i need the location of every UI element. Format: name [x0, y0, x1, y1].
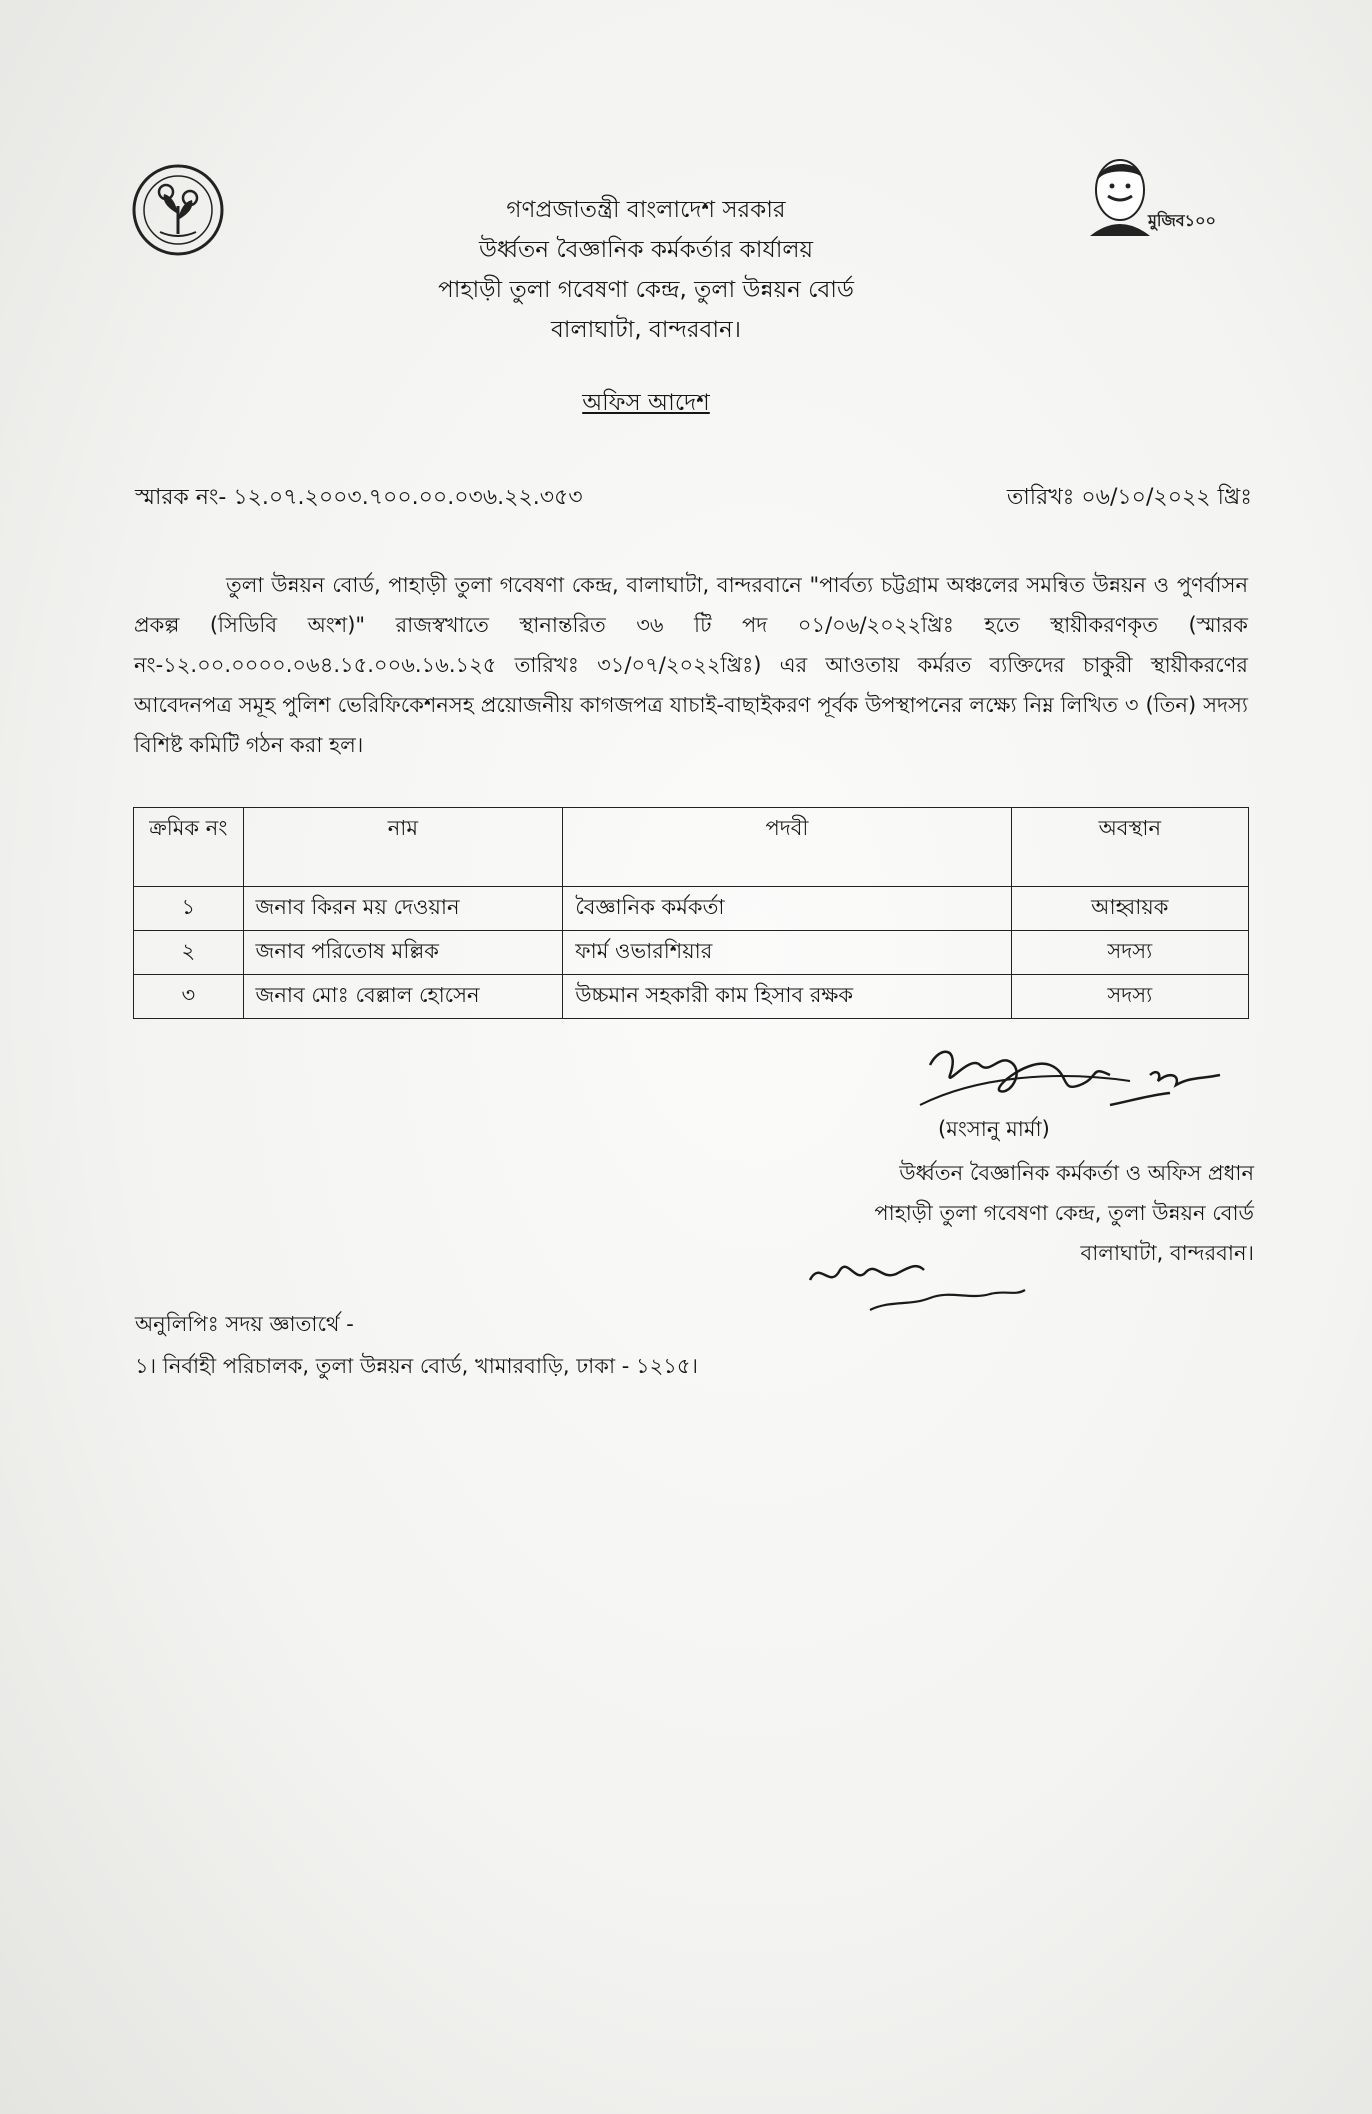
cell-serial: ৩	[134, 975, 244, 1019]
mujib100-text: মুজিব১০০	[1148, 211, 1216, 230]
header-line-4: বালাঘাটা, বান্দরবান।	[551, 317, 741, 343]
signature-scribble	[900, 1035, 1240, 1125]
header-serial: ক্রমিক নং	[134, 808, 244, 887]
cell-position: সদস্য	[1011, 975, 1248, 1019]
copy-item: ১। নির্বাহী পরিচালক, তুলা উন্নয়ন বোর্ড, খামারবাড়ি, ঢাকা - ১২১৫।	[135, 1354, 699, 1378]
cell-position: সদস্য	[1011, 931, 1248, 975]
order-title	[0, 384, 1292, 423]
table-header-row	[134, 808, 1249, 887]
cell-name: জনাব কিরন ময় দেওয়ান	[243, 887, 563, 931]
cell-name: জনাব মোঃ বেল্লাল হোসেন	[243, 975, 563, 1019]
cell-name: জনাব পরিতোষ মল্লিক	[243, 931, 563, 975]
order-title-text: অফিস আদেশ	[582, 390, 710, 416]
signatory-location: বালাঘাটা, বান্দরবান।	[1080, 1241, 1254, 1265]
header-designation: পদবী	[563, 808, 1011, 887]
header-line-3: পাহাড়ী তুলা গবেষণা কেন্দ্র, তুলা উন্নয়ন বোর্ড	[438, 277, 854, 303]
initial-scribble	[800, 1250, 1040, 1320]
memo-number: স্মারক নং- ১২.০৭.২০০৩.৭০০.০০.০৩৬.২২.৩৫৩	[135, 485, 583, 510]
order-body: তুলা উন্নয়ন বোর্ড, পাহাড়ী তুলা গবেষণা কেন্দ্র, বালাঘাটা, বান্দরবানে "পার্বত্য চট্টগ্রাম অঞ্চলের সমন্বিত উন্নয়ন ও পুণর্বাসন প্রকল্প (সিডিবি অংশ)" রাজস্বখাতে স্থানান্তরিত ৩৬ টি পদ ০১/০৬/২০২২খ্রিঃ হতে স্থায়ীকরণকৃত (স্মারক নং-১২.০০.০০০০.০৬৪.১৫.০০৬.১৬.১২৫ তারিখঃ ৩১/০৭/২০২২খ্রিঃ) এর আওতায় কর্মরত ব্যক্তিদের চাকুরী স্থায়ীকরণের আবেদনপত্র সমূহ পুলিশ ভেরিফিকেশনসহ প্রয়োজনীয় কাগজপত্র যাচাই-বাছাইকরণ পূর্বক উপস্থাপনের লক্ষ্যে নিম্ন লিখিত ৩ (তিন) সদস্য বিশিষ্ট কমিটি গঠন করা হল।	[134, 573, 1248, 757]
signatory-designation: উর্ধ্বতন বৈজ্ঞানিক কর্মকর্তা ও অফিস প্রধান	[899, 1161, 1254, 1185]
cell-designation: উচ্চমান সহকারী কাম হিসাব রক্ষক	[563, 975, 1011, 1019]
cell-position: আহ্বায়ক	[1011, 887, 1248, 931]
cell-serial: ১	[134, 887, 244, 931]
table-row	[134, 887, 1249, 931]
header-line-1: গণপ্রজাতন্ত্রী বাংলাদেশ সরকার	[506, 197, 786, 223]
header-position: অবস্থান	[1011, 808, 1248, 887]
copy-heading: অনুলিপিঃ সদয় জ্ঞাতার্থে -	[135, 1312, 354, 1336]
letterhead	[0, 190, 1292, 350]
signatory-office: পাহাড়ী তুলা গবেষণা কেন্দ্র, তুলা উন্নয়ন বোর্ড	[874, 1201, 1254, 1225]
order-date: তারিখঃ ০৬/১০/২০২২ খ্রিঃ	[1006, 485, 1252, 510]
signatory-name: (মংসানু মার্মা)	[938, 1117, 1050, 1141]
table-row	[134, 931, 1249, 975]
cell-designation: ফার্ম ওভারশিয়ার	[563, 931, 1011, 975]
table-row	[134, 975, 1249, 1019]
header-line-2: উর্ধ্বতন বৈজ্ঞানিক কর্মকর্তার কার্যালয়	[478, 237, 814, 263]
header-name: নাম	[243, 808, 563, 887]
committee-table	[133, 807, 1249, 1019]
cell-designation: বৈজ্ঞানিক কর্মকর্তা	[563, 887, 1011, 931]
cell-serial: ২	[134, 931, 244, 975]
